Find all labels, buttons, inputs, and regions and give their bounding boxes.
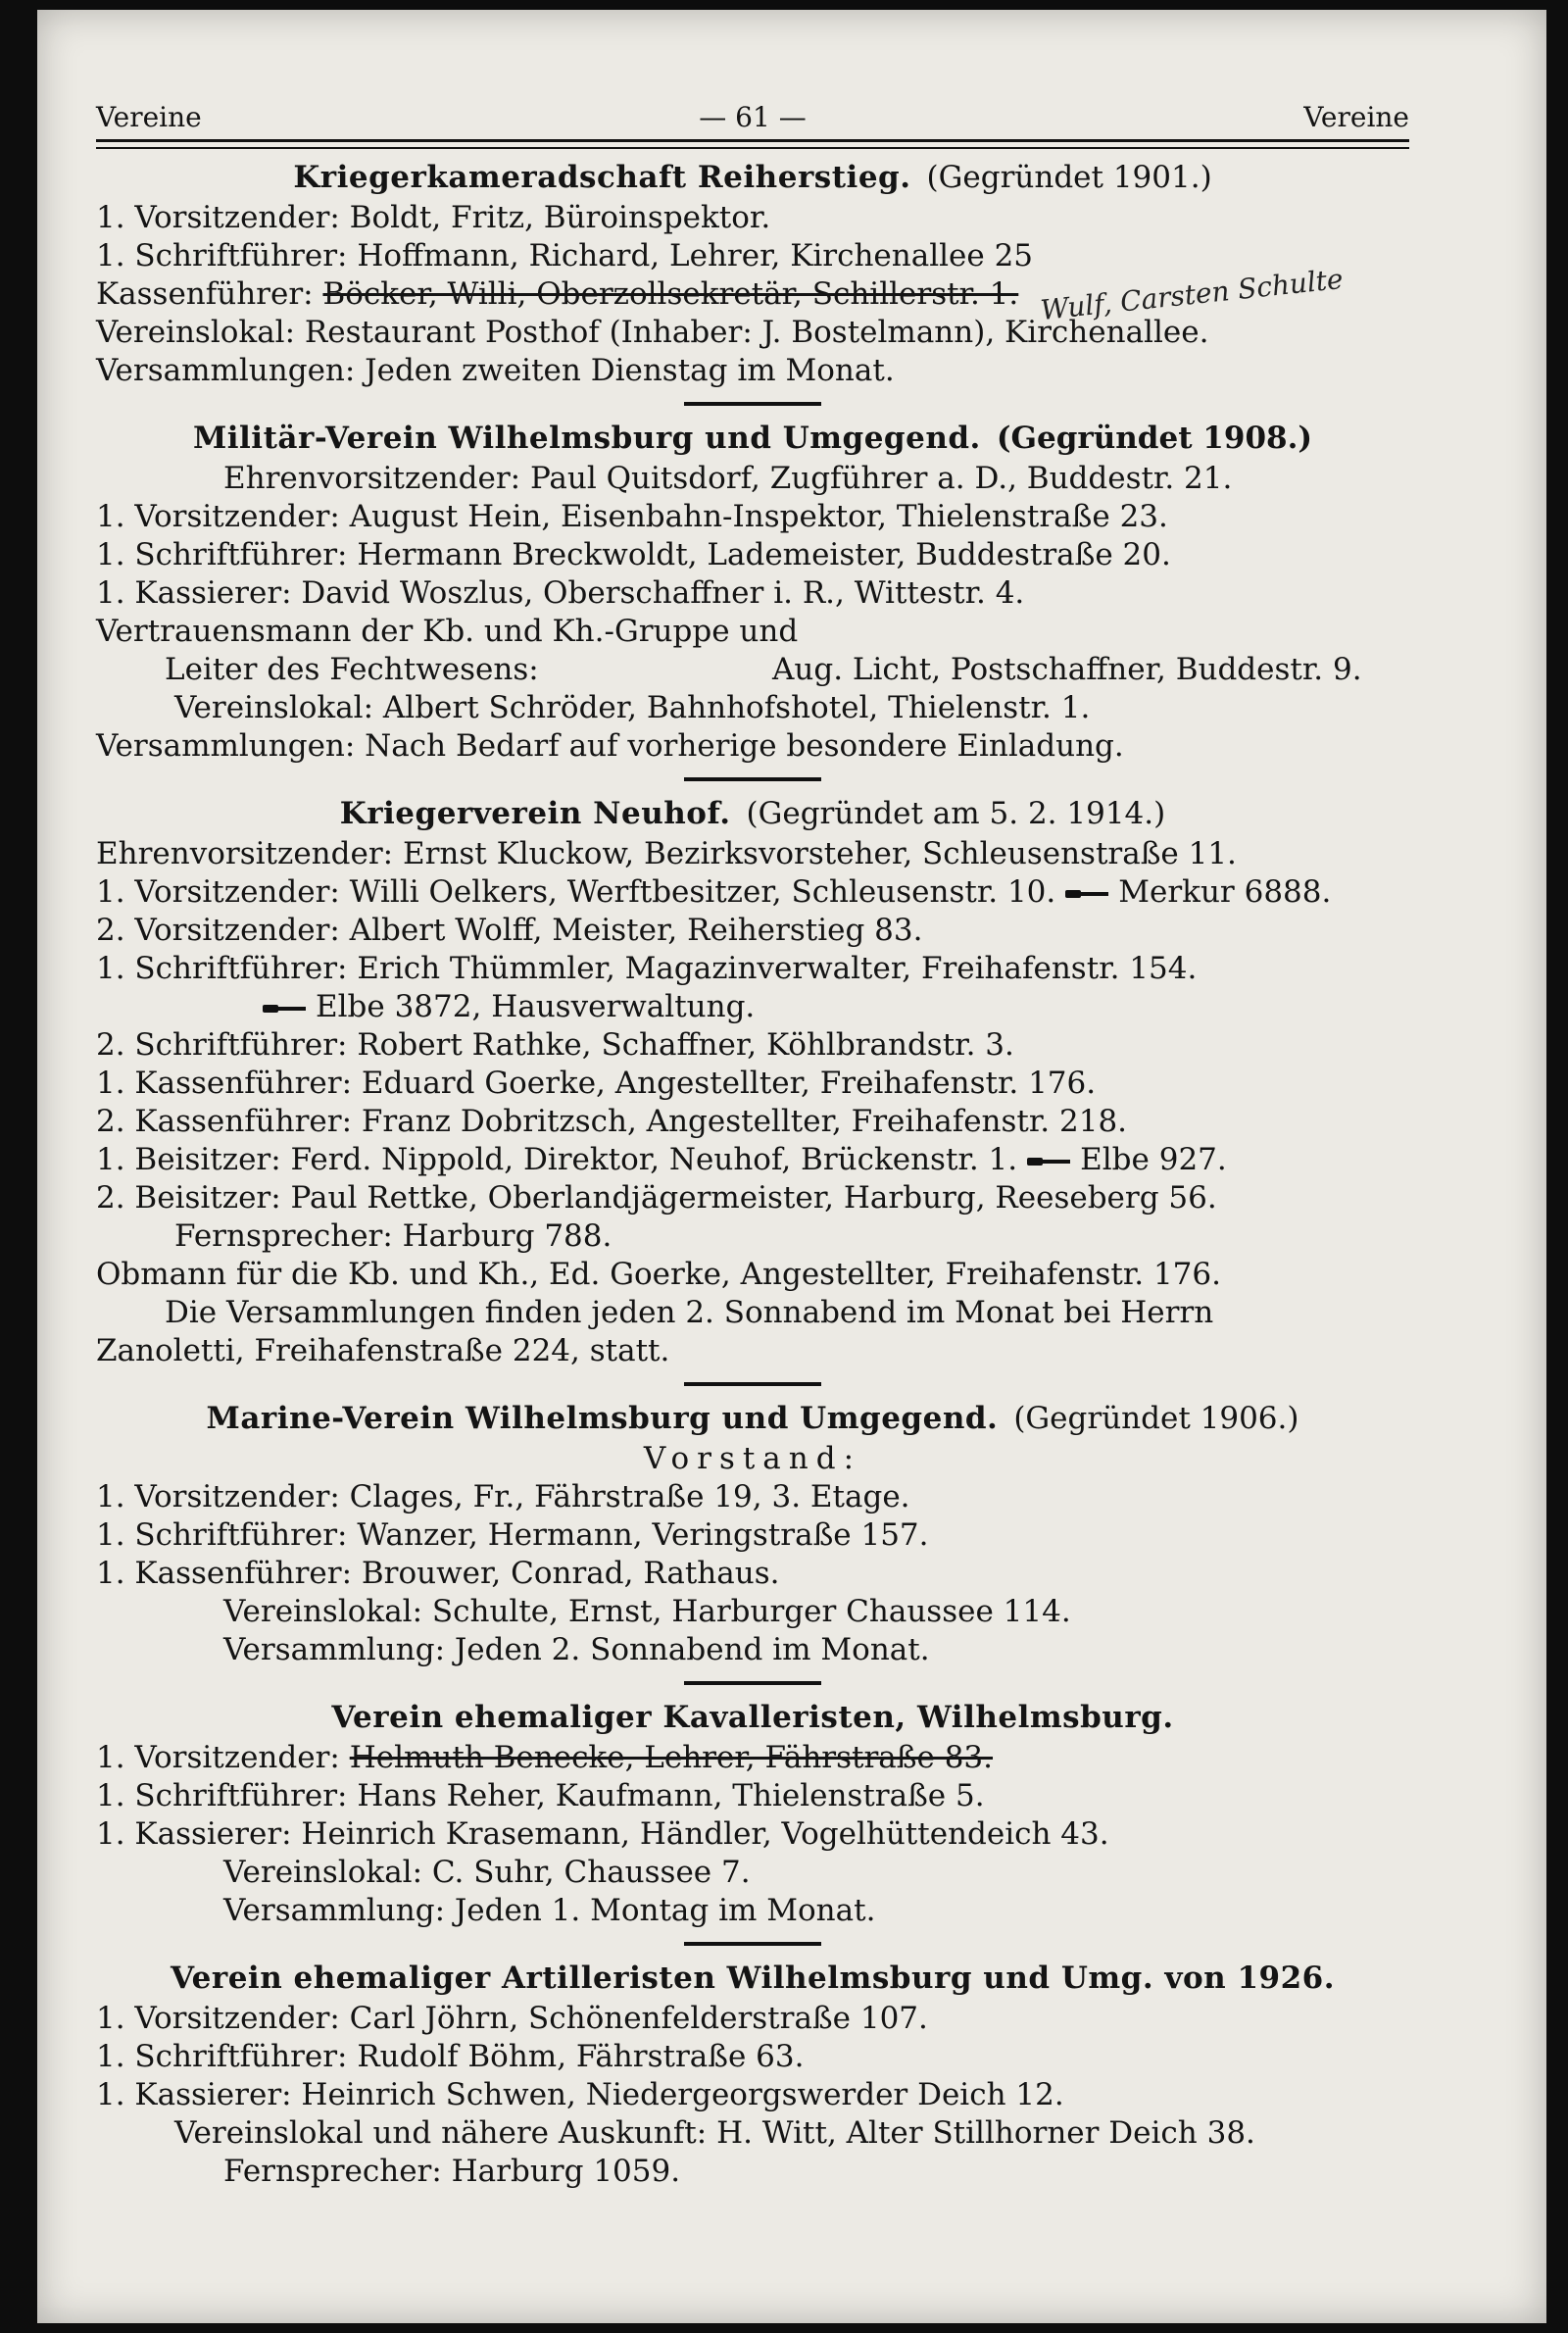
- telephone-icon: [1027, 1156, 1070, 1167]
- entry-value: Aug. Licht, Postschaffner, Buddestr. 9.: [772, 652, 1362, 687]
- entry-line: 1. Kassierer: Heinrich Krasemann, Händler, Vogelhüttendeich 43.: [96, 1816, 1109, 1852]
- section-founded: (Gegründet 1901.): [926, 160, 1212, 195]
- entry-line: Zanoletti, Freihafenstraße 224, statt.: [96, 1333, 670, 1368]
- vorstand-heading: Vorstand:: [643, 1441, 862, 1476]
- section-title: Kriegerkameradschaft Reiherstieg.: [293, 160, 911, 195]
- entry-line: 2. Schriftführer: Robert Rathke, Schaffner, Köhlbrandstr. 3.: [96, 1027, 1014, 1063]
- phone-number: Elbe 927.: [1080, 1142, 1227, 1177]
- entry-line: Ehrenvorsitzender: Ernst Kluckow, Bezirksvorsteher, Schleusenstraße 11.: [96, 836, 1237, 871]
- entry-line: Vereinslokal: Albert Schröder, Bahnhofshotel, Thielenstr. 1.: [174, 690, 1091, 725]
- entry-line: Obmann für die Kb. und Kh., Ed. Goerke, Angestellter, Freihafenstr. 176.: [96, 1257, 1221, 1292]
- phone-number: Merkur 6888.: [1118, 874, 1332, 910]
- entry-line: 1. Schriftführer: Rudolf Böhm, Fährstraße 63.: [96, 2039, 805, 2074]
- entry-line: 2. Kassenführer: Franz Dobritzsch, Angestellter, Freihafenstr. 218.: [96, 1104, 1128, 1139]
- entry-line: 1. Vorsitzender: Carl Jöhrn, Schönenfelderstraße 107.: [96, 2001, 928, 2036]
- entry-line: 2. Vorsitzender: Albert Wolff, Meister, Reiherstieg 83.: [96, 913, 923, 948]
- entry-line: [96, 873, 1409, 912]
- entry-line: Vereinslokal und nähere Auskunft: H. Witt, Alter Stillhorner Deich 38.: [174, 2115, 1255, 2151]
- page-content: [96, 98, 1409, 2191]
- entry-line: 1. Schriftführer: Wanzer, Hermann, Veringstraße 157.: [96, 1517, 929, 1553]
- section-title: Marine-Verein Wilhelmsburg und Umgegend.: [206, 1401, 999, 1436]
- section-title: Militär-Verein Wilhelmsburg und Umgegend.: [192, 421, 981, 456]
- section-separator: [684, 402, 821, 406]
- header-rule: [96, 139, 1409, 149]
- entry-line: 2. Beisitzer: Paul Rettke, Oberlandjägermeister, Harburg, Reeseberg 56.: [96, 1180, 1217, 1216]
- entry-line: Ehrenvorsitzender: Paul Quitsdorf, Zugführer a. D., Buddestr. 21.: [223, 461, 1233, 496]
- running-head-right: Vereine: [1303, 101, 1409, 133]
- entry-line: [96, 651, 1409, 689]
- page: [37, 10, 1546, 2323]
- entry-line: Vereinslokal: Schulte, Ernst, Harburger Chaussee 114.: [223, 1594, 1071, 1629]
- entry-line: Fernsprecher: Harburg 788.: [174, 1218, 612, 1254]
- section-title: Verein ehemaliger Kavalleristen, Wilhelmsburg.: [331, 1700, 1174, 1735]
- section-heading: [96, 420, 1409, 458]
- section-separator: [684, 777, 821, 781]
- telephone-icon: [263, 1003, 306, 1015]
- running-head: [96, 98, 1409, 137]
- entry-line: 1. Vorsitzender: August Hein, Eisenbahn-Inspektor, Thielenstraße 23.: [96, 499, 1168, 534]
- section-title: Verein ehemaliger Artilleristen Wilhelmsburg und Umg. von 1926.: [170, 1961, 1336, 1996]
- entry-text: 1. Beisitzer: Ferd. Nippold, Direktor, Neuhof, Brückenstr. 1.: [96, 1142, 1018, 1177]
- entry-text: 1. Vorsitzender: Willi Oelkers, Werftbesitzer, Schleusenstr. 10.: [96, 874, 1056, 910]
- phone-number: Elbe 3872, Hausverwaltung.: [316, 989, 756, 1024]
- section-marine-verein: [96, 1400, 1409, 1669]
- entry-line: Vertrauensmann der Kb. und Kh.-Gruppe und: [96, 614, 799, 649]
- entry-line: 1. Schriftführer: Hoffmann, Richard, Lehrer, Kirchenallee 25: [96, 238, 1034, 273]
- handwritten-correction: Wulf, Carsten Schulte: [1039, 262, 1346, 327]
- entry-line: Fernsprecher: Harburg 1059.: [223, 2154, 681, 2189]
- section-separator: [684, 1382, 821, 1386]
- entry-line: 1. Kassenführer: Eduard Goerke, Angestellter, Freihafenstr. 176.: [96, 1066, 1097, 1101]
- entry-line: Versammlungen: Nach Bedarf auf vorherige besondere Einladung.: [96, 728, 1124, 764]
- section-heading: [96, 795, 1409, 833]
- page-number: — 61 —: [699, 101, 807, 133]
- entry-line: 1. Kassierer: David Woszlus, Oberschaffner i. R., Wittestr. 4.: [96, 575, 1025, 611]
- section-separator: [684, 1681, 821, 1685]
- section-kriegerverein-neuhof: [96, 795, 1409, 1370]
- struck-entry: Helmuth Benecke, Lehrer, Fährstraße 83.: [349, 1740, 994, 1775]
- entry-line: Vereinslokal: Restaurant Posthof (Inhaber: J. Bostelmann), Kirchenallee.: [96, 315, 1209, 350]
- section-heading: [96, 1960, 1409, 1998]
- section-heading: [96, 1400, 1409, 1438]
- section-heading: [96, 1699, 1409, 1737]
- section-founded: (Gegründet am 5. 2. 1914.): [746, 796, 1166, 831]
- entry-line: Versammlung: Jeden 2. Sonnabend im Monat.: [223, 1632, 930, 1667]
- entry-line: [96, 988, 1409, 1026]
- entry-line: [96, 1141, 1409, 1179]
- section-title: Kriegerverein Neuhof.: [339, 796, 731, 831]
- entry-line: 1. Kassierer: Heinrich Schwen, Niedergeorgswerder Deich 12.: [96, 2077, 1064, 2112]
- entry-line: [96, 262, 1409, 327]
- entry-line: 1. Schriftführer: Hermann Breckwoldt, Lademeister, Buddestraße 20.: [96, 537, 1171, 572]
- section-founded: (Gegründet 1908.): [996, 421, 1313, 456]
- entry-line: Die Versammlungen finden jeden 2. Sonnabend im Monat bei Herrn: [165, 1295, 1214, 1330]
- section-kavalleristen: [96, 1699, 1409, 1930]
- entry-line: 1. Schriftführer: Erich Thümmler, Magazinverwalter, Freihafenstr. 154.: [96, 951, 1198, 986]
- entry-line: [96, 1739, 1409, 1777]
- section-separator: [684, 1942, 821, 1946]
- entry-line: 1. Vorsitzender: Clages, Fr., Fährstraße 19, 3. Etage.: [96, 1479, 910, 1514]
- entry-line: Versammlungen: Jeden zweiten Dienstag im Monat.: [96, 353, 895, 388]
- entry-line: 1. Vorsitzender: Boldt, Fritz, Büroinspektor.: [96, 200, 771, 235]
- struck-entry: Böcker, Willi, Oberzollsekretär, Schillerstr. 1.: [322, 276, 1019, 312]
- entry-label: 1. Vorsitzender:: [96, 1740, 340, 1775]
- entry-line: 1. Schriftführer: Hans Reher, Kaufmann, Thielenstraße 5.: [96, 1778, 985, 1813]
- running-head-left: Vereine: [96, 101, 202, 133]
- entry-label: Leiter des Fechtwesens:: [165, 652, 539, 687]
- section-heading: [96, 159, 1409, 197]
- entry-line: 1. Kassenführer: Brouwer, Conrad, Rathaus.: [96, 1556, 780, 1591]
- entry-line: Versammlung: Jeden 1. Montag im Monat.: [223, 1893, 876, 1928]
- section-kriegerkameradschaft: [96, 159, 1409, 390]
- entry-line: Vereinslokal: C. Suhr, Chaussee 7.: [223, 1855, 751, 1890]
- telephone-icon: [1065, 888, 1108, 900]
- section-militaer-verein: [96, 420, 1409, 766]
- entry-label: Kassenführer:: [96, 276, 314, 312]
- section-artilleristen: [96, 1960, 1409, 2191]
- section-founded: (Gegründet 1906.): [1013, 1401, 1299, 1436]
